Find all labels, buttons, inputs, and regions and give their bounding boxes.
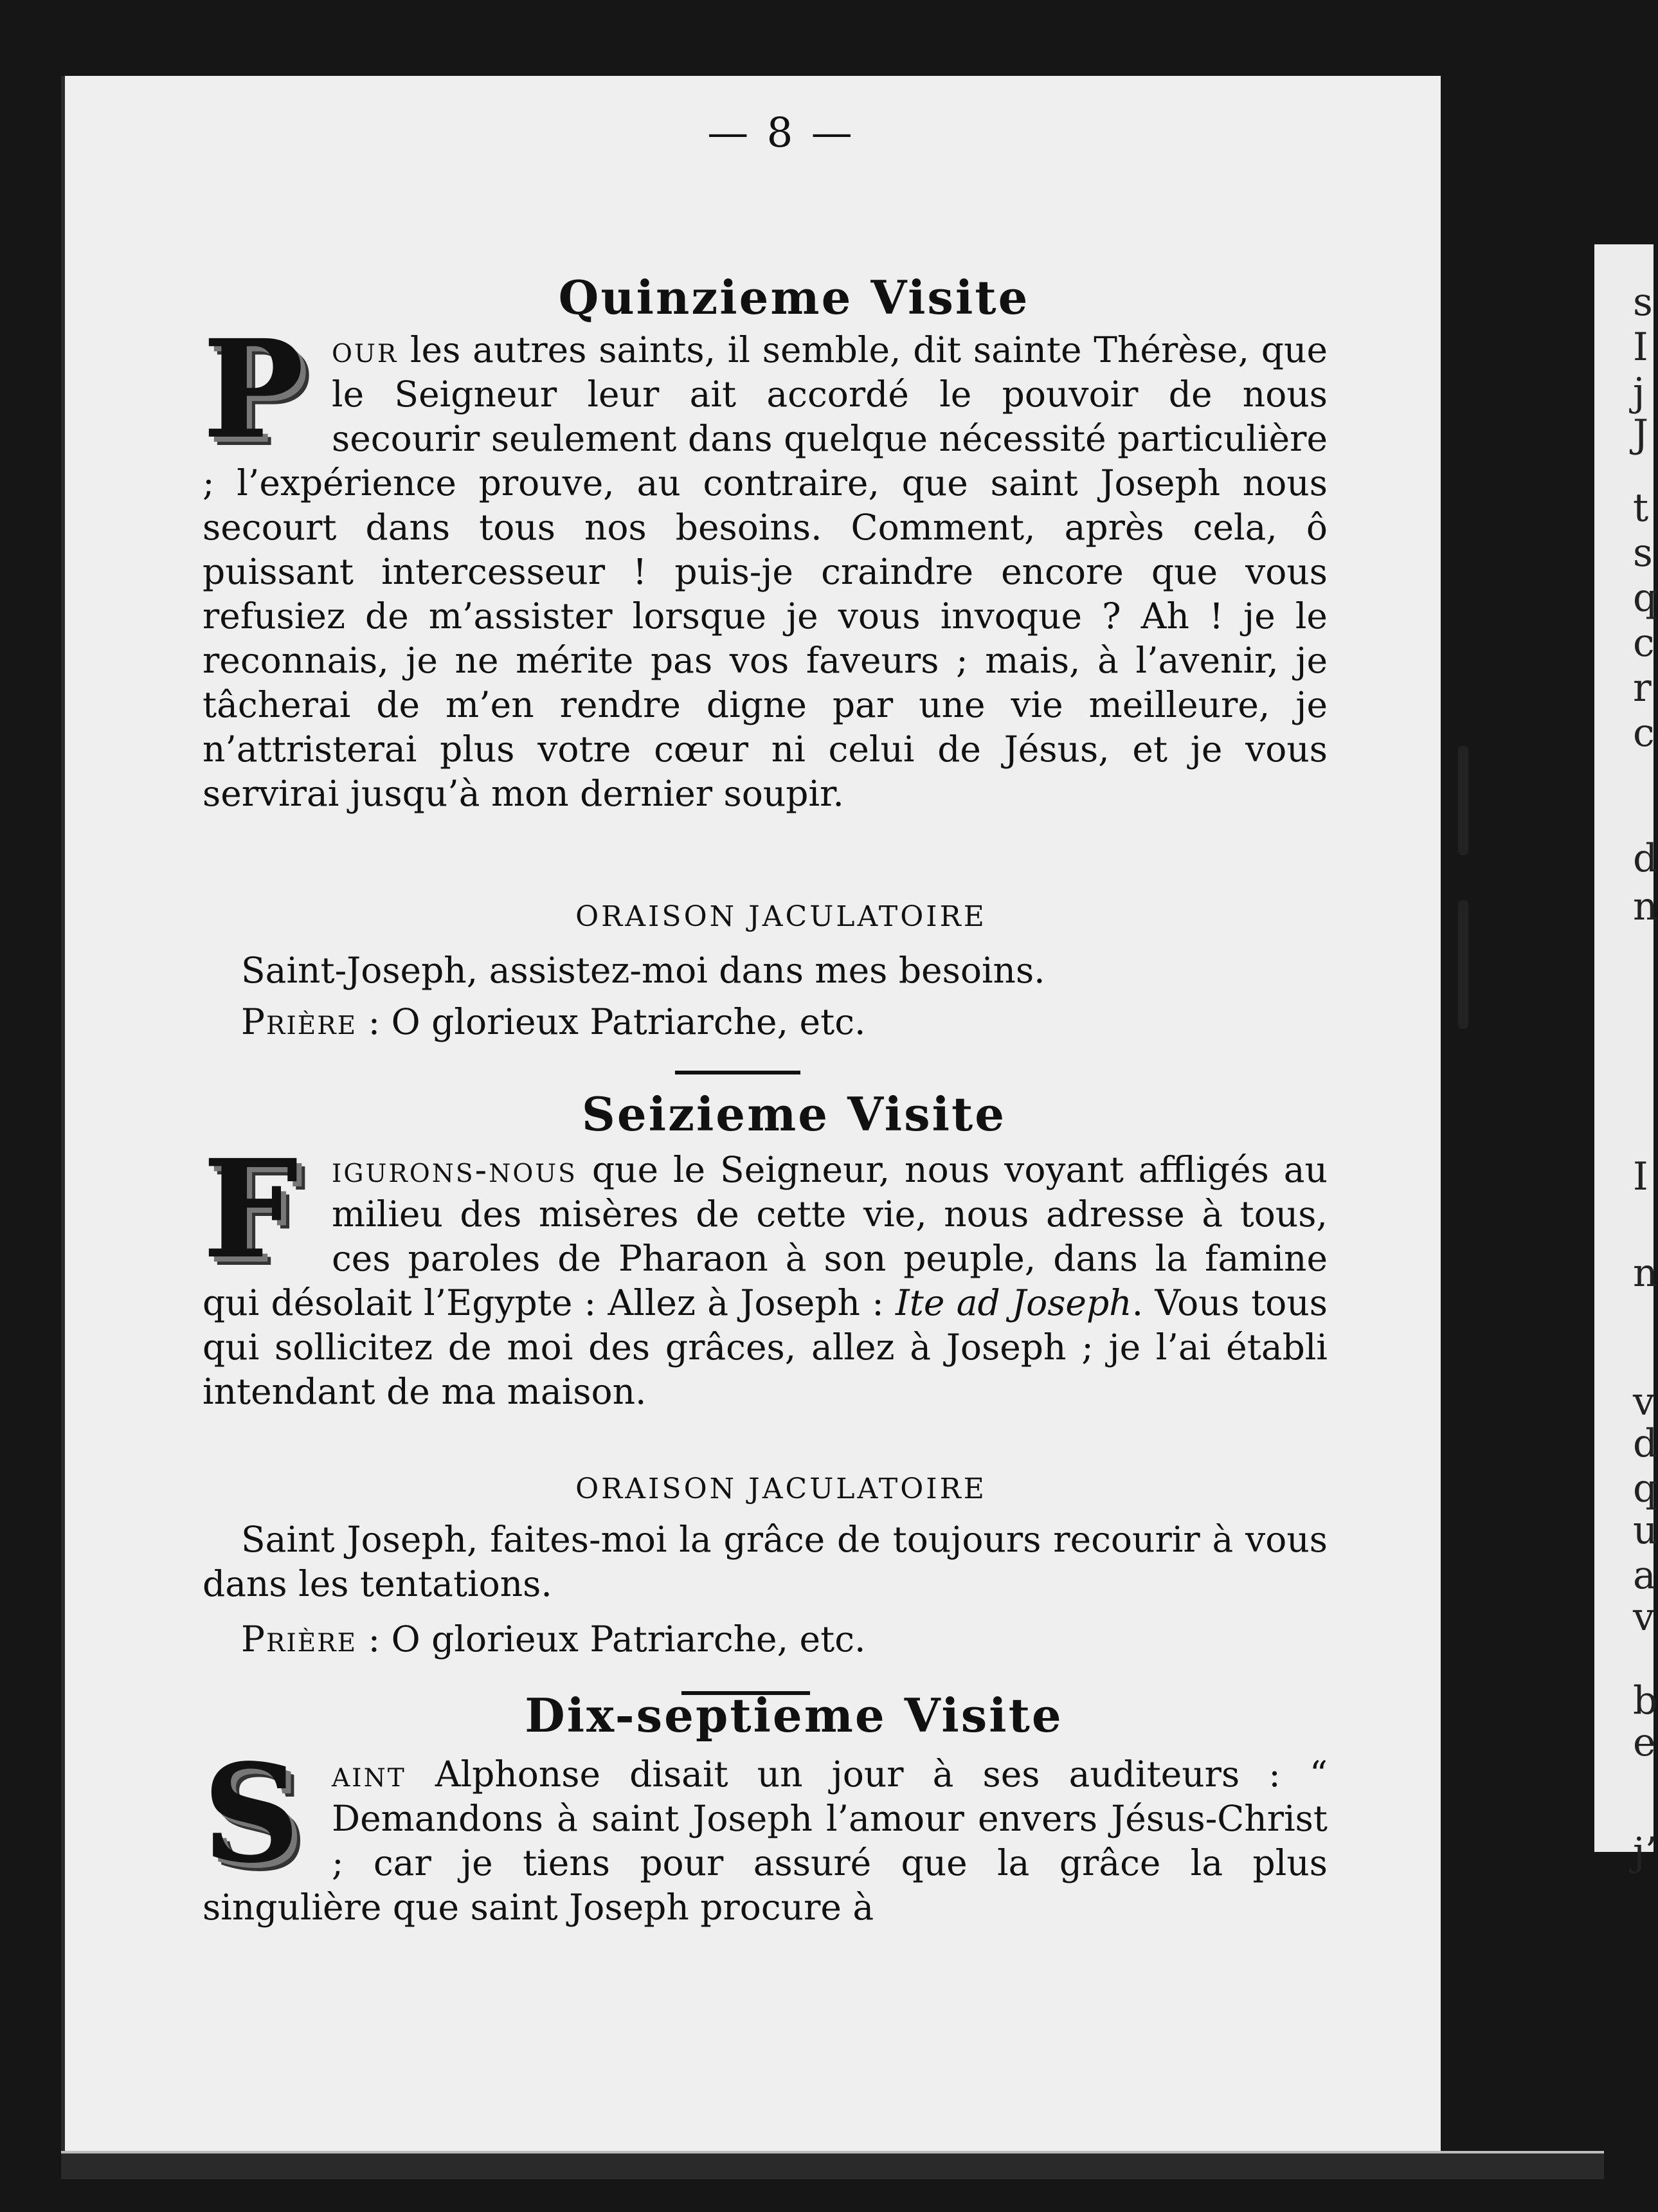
paragraph-text: Alphonse disait un jour à ses auditeurs : “ Demandons à saint Joseph l’amour envers Jésus-Christ ; car je tiens pour assuré que la grâce la plus singulière que saint Joseph procure à — [203, 1754, 1328, 1928]
drop-cap: P — [203, 310, 304, 469]
margin-letter: c — [1633, 621, 1655, 666]
page-number: — 8 — — [707, 109, 855, 157]
margin-letter: n — [1633, 1251, 1658, 1296]
paragraph-text: . Vous tous qui sollicitez de moi des grâces, allez à Joseph ; je l’ai établi intendant de ma maison. — [203, 1282, 1328, 1412]
drop-cap: F — [203, 1130, 299, 1289]
oraison-text: Saint Joseph, faites-moi la grâce de toujours recourir à vous dans les tentations. — [203, 1519, 1328, 1604]
margin-letter: q — [1633, 576, 1658, 621]
margin-letter: d — [1633, 836, 1658, 881]
paragraph-text: que le Seigneur, nous voyant affligés au milieu des misères de cette vie, nous adresse à tous, ces paroles de Pharaon à son peuple, dans la famine qui désolait l’Egypte : Allez à Joseph : — [203, 1149, 1328, 1323]
lead-word: igurons-nous — [332, 1149, 577, 1190]
margin-letter: t — [1633, 485, 1649, 530]
priere-text: : O glorieux Patriarche, etc. — [357, 1001, 866, 1042]
gutter-mark — [1458, 900, 1468, 1029]
section-title: Seizieme Visite — [581, 1087, 1007, 1141]
margin-letter: c — [1633, 711, 1655, 756]
section-paragraph — [203, 310, 1328, 816]
margin-letter: j — [1633, 370, 1645, 415]
margin-letter: s — [1633, 530, 1653, 576]
margin-letter: j’ — [1633, 1829, 1657, 1874]
margin-letter: q — [1633, 1466, 1658, 1511]
lead-word: aint — [332, 1754, 406, 1795]
oraison-heading: ORAISON JACULATOIRE — [575, 1473, 987, 1505]
priere-label: Prière — [241, 1001, 357, 1042]
margin-letter: I — [1633, 325, 1648, 370]
margin-letter: v — [1633, 1595, 1655, 1640]
margin-letter: r — [1633, 666, 1652, 711]
margin-letter: s — [1633, 280, 1653, 325]
oraison-text: Saint-Joseph, assistez-moi dans mes besoins. — [241, 950, 1045, 991]
section-title: Dix-septieme Visite — [525, 1688, 1063, 1743]
margin-letter: n — [1633, 884, 1658, 929]
margin-letter: u — [1633, 1508, 1658, 1553]
paragraph-text: les autres saints, il semble, dit sainte Thérèse, que le Seigneur leur ait accordé le pouvoir de nous secourir seulement dans quelque nécessité particulière ; l’expérience prouve, au contraire, que saint Joseph nous secourt dans tous nos besoins. Comment, après cela, ô puissant intercesseur ! puis-je craindre encore que vous refusiez de m’assister lorsque je vous invoque ? Ah ! je le reconnais, je ne mérite pas vos faveurs ; mais, à l’avenir, je tâcherai de m’en rendre digne par une vie meilleure, je n’attristerai plus votre cœur ni celui de Jésus, et je vous servirai jusqu’à mon dernier soupir. — [203, 329, 1328, 814]
section-title: Quinzieme Visite — [558, 270, 1030, 325]
margin-letter: a — [1633, 1553, 1656, 1598]
margin-letter: b — [1633, 1678, 1658, 1723]
latin-phrase: Ite ad Joseph — [896, 1282, 1132, 1323]
drop-cap: S — [203, 1734, 300, 1893]
priere-line — [203, 1000, 1366, 1044]
margin-letter: v — [1633, 1379, 1655, 1424]
section-paragraph — [203, 1734, 1328, 1930]
facing-page-edge — [1594, 244, 1658, 1874]
section-divider — [675, 1071, 800, 1074]
margin-letter: e — [1633, 1720, 1656, 1765]
section-paragraph — [203, 1130, 1328, 1414]
priere-label: Prière — [241, 1618, 357, 1660]
margin-letter: d — [1633, 1421, 1658, 1466]
gutter-mark — [1458, 746, 1468, 855]
priere-line — [203, 1617, 1366, 1662]
lead-word: our — [332, 329, 399, 370]
margin-letter: J — [1633, 412, 1649, 457]
margin-letter: I — [1633, 1154, 1648, 1199]
oraison-heading: ORAISON JACULATOIRE — [575, 900, 987, 933]
page-bottom-edge — [61, 2151, 1604, 2179]
priere-text: : O glorieux Patriarche, etc. — [357, 1618, 866, 1660]
